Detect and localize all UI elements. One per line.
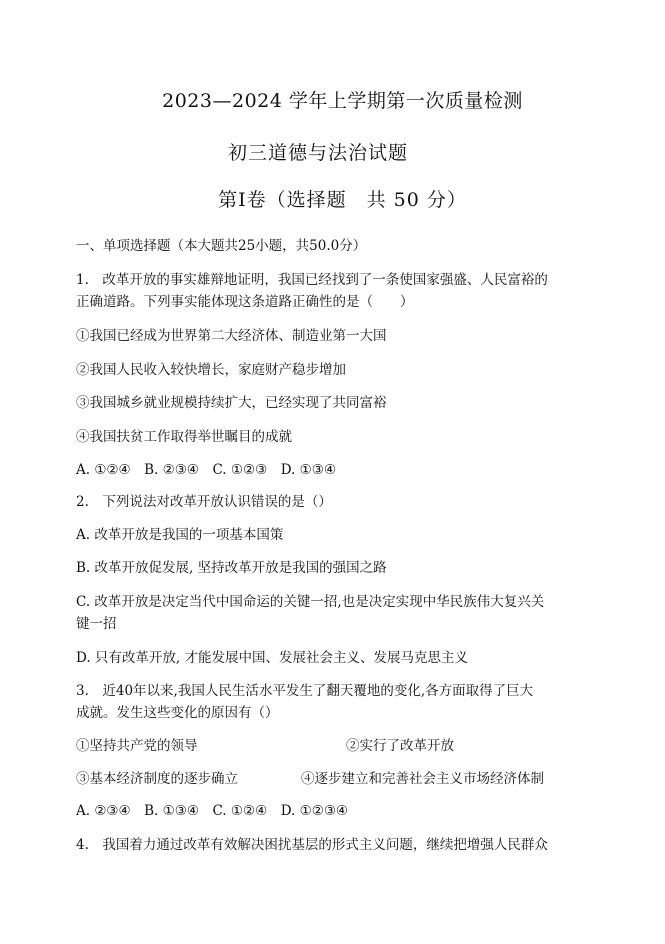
- q3-item-1: ①坚持共产党的领导: [76, 738, 198, 754]
- q2-option-c-line2: 键一招: [76, 616, 117, 632]
- q1-options: A. ①②④ B. ②③④ C. ①②③ D. ①③④: [76, 462, 336, 478]
- q1-item-2: ②我国人民收入较快增长，家庭财产稳步增加: [76, 362, 346, 378]
- q2-option-c-line1: C. 改革开放是决定当代中国命运的关键一招,也是决定实现中华民族伟大复兴关: [76, 594, 545, 610]
- q4-stem-line1: 4. 我国着力通过改革有效解决困扰基层的形式主义问题，继续把增强人民群众: [76, 837, 548, 853]
- q1-stem-line1: 1. 改革开放的事实雄辩地证明，我国已经找到了一条使国家强盛、人民富裕的: [76, 272, 548, 288]
- q2-option-b: B. 改革开放促发展, 坚持改革开放是我国的强国之路: [76, 560, 387, 576]
- q3-options: A. ②③④ B. ①③④ C. ①②④ D. ①②③④: [76, 803, 349, 819]
- q1-item-1: ①我国已经成为世界第二大经济体、制造业第一大国: [76, 328, 387, 344]
- q3-item-4: ④逐步建立和完善社会主义市场经济体制: [301, 771, 544, 787]
- q3-stem-line1: 3. 近40年以来,我国人民生活水平发生了翻天覆地的变化,各方面取得了巨大: [76, 683, 534, 699]
- q2-option-d: D. 只有改革开放, 才能发展中国、发展社会主义、发展马克思主义: [76, 650, 469, 666]
- q1-item-4: ④我国扶贫工作取得举世瞩目的成就: [76, 429, 292, 445]
- q2-stem: 2. 下列说法对改革开放认识错误的是（）: [76, 494, 332, 510]
- q3-stem-line2: 成就。发生这些变化的原因有（）: [76, 705, 279, 721]
- exam-subtitle: 初三道德与法治试题: [228, 142, 409, 164]
- part-title: 第Ⅰ卷（选择题 共 50 分）: [218, 189, 467, 211]
- q2-option-a: A. 改革开放是我国的一项基本国策: [76, 527, 284, 543]
- q1-item-3: ③我国城乡就业规模持续扩大，已经实现了共同富裕: [76, 395, 387, 411]
- q3-item-2: ②实行了改革开放: [346, 738, 454, 754]
- exam-title: 2023—2024 学年上学期第一次质量检测: [162, 90, 523, 112]
- q1-stem-line2: 正确道路。下列事实能体现这条道路正确性的是（ ）: [76, 294, 414, 310]
- q3-item-3: ③基本经济制度的逐步确立: [76, 771, 238, 787]
- section-heading: 一、单项选择题（本大题共25小题，共50.0分）: [76, 238, 367, 254]
